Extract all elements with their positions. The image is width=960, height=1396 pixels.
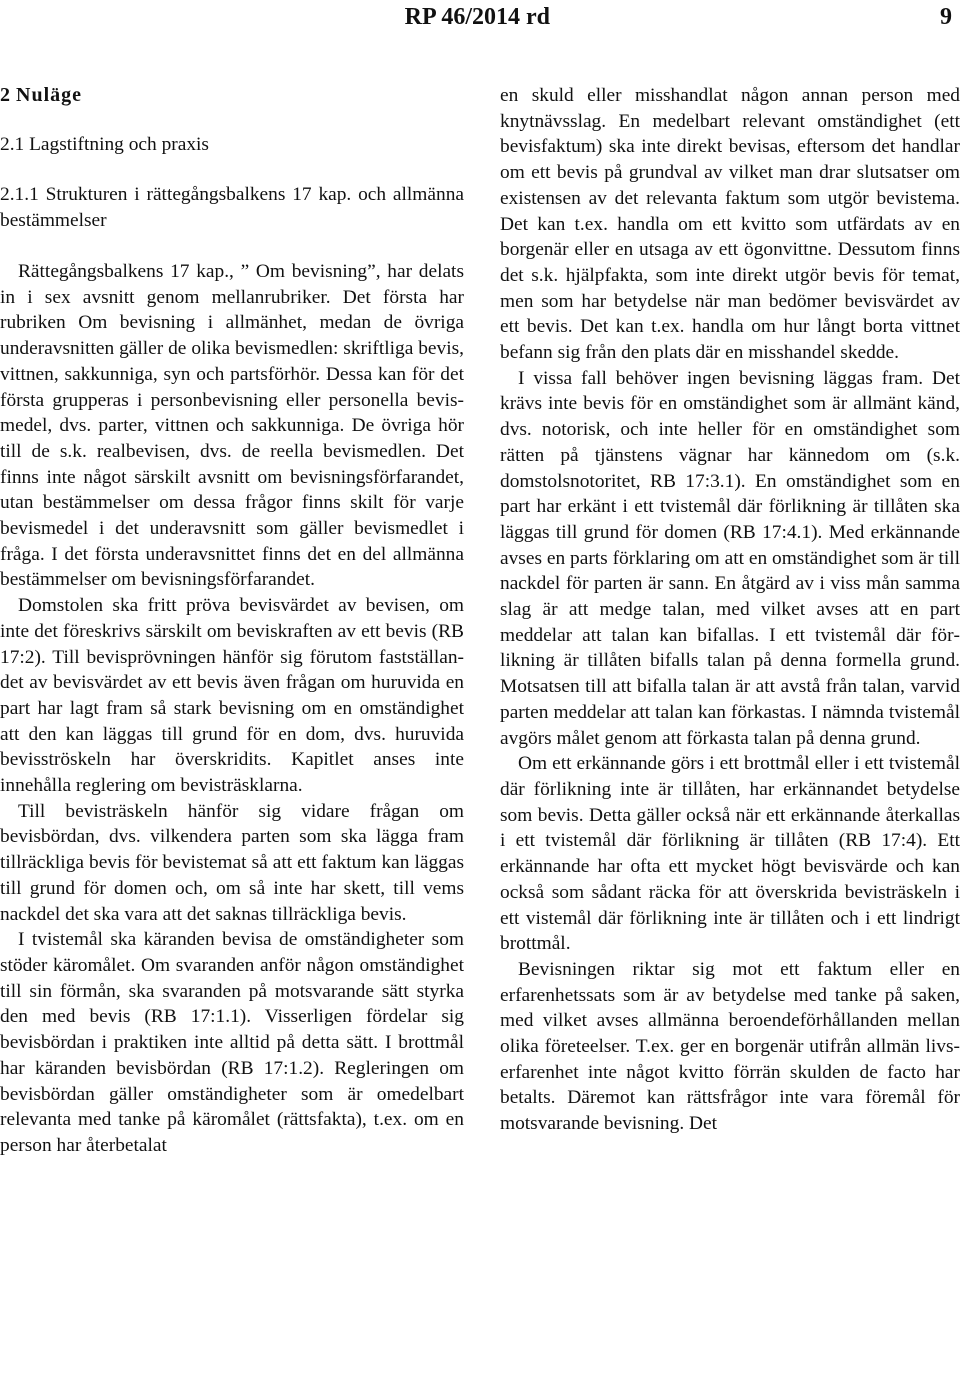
document-reference: RP 46/2014 rd	[404, 4, 550, 30]
paragraph: I vissa fall behöver ingen bevisning läggas fram. Det krävs inte bevis för en omständighet som är allmänt känd, dvs. notorisk, och inte heller för en omständighet som rätten på tjänstens vägnar har kännedom om (s.k. domstolsnotoritet, RB 17:3.1). En omständighet som en part har erkänt i ett tvistemål där förlikning är tillåten ska läggas till grund för domen (RB 17:4.1). Med erkännande avses en parts förklaring om att en omständighet som är till nackdel för parten är sann. En åtgärd av i viss mån samma slag är att medge talan, med vilket avses att en part meddelar att talan kan bifallas. I ett tvistemål där förlikning är tillåten bifalls talan på denna formella grund. Motsatsen till att bifalla talan är att avstå från talan, varvid parten meddelar att talan kan förkastas. I nämnda tvistemål avgörs målet genom att förkasta talan på denna grund.	[500, 367, 960, 749]
left-column	[0, 82, 464, 1159]
paragraph: en skuld eller misshandlat någon annan person med knytnävsslag. En medelbart relevant omständighet (ett bevisfaktum) ska inte direkt bevisas, eftersom det handlar om ett bevis på grundval av vilket man drar slutsatser om existensen av det relevanta faktum som utgör bevistema. Det kan t.ex. handla om ett kvitto som utfärdats av en borgenär eller en utsaga av ett ögonvittne. Dessutom finns det s.k. hjälpfakta, som inte direkt utgör bevis för temat, men som har betydelse när man bedömer bevisvärdet av ett bevis. Det kan t.ex. handla om hur långt borta vittnet befann sig från den plats där en misshandel skedde.	[500, 85, 960, 364]
page-header	[0, 2, 960, 32]
right-column	[500, 83, 960, 1137]
paragraph: Rättegångsbalkens 17 kap., ” Om bevisning”, har delats in i sex avsnitt genom mellanrubriker. Det första har rubriken Om bevisning i allmänhet, medan de övriga underavsnitten gäller de olika bevismedlen: skriftliga bevis, vittnen, sakkunniga, syn och partsförhör. Dessa kan för det första grupperas i personbevisning eller personella bevismedel, dvs. parter, vittnen och sakkunniga. De övriga hör till de s.k. realbevisen, dvs. de reella bevismedlen. Det finns inte något särskilt avsnitt om bevisningsförfarandet, utan bestämmelser om dessa frågor finns skilt för varje bevismedel i det underavsnitt som gäller bevismedlet i fråga. I det första underavsnittet finns det en del allmänna bestämmelser om bevisningsförfarandet.	[0, 261, 464, 591]
paragraph: Om ett erkännande görs i ett brottmål eller i ett tvistemål där förlikning inte är tillåten, har erkännandet betydelse som bevis. Detta gäller också när ett erkännande återkallas i ett tvistemål där förlikning är tillåten (RB 17:4). Ett erkännande har ofta ett mycket högt bevisvärde och kan också som sådant räcka för att överskrida bevisträskeln i ett vistemål där förlikning inte är tillåten och i ett lindrigt brottmål.	[500, 753, 960, 955]
page-number: 9	[940, 4, 952, 30]
subsubsection-heading: 2.1.1 Strukturen i rättegångsbalkens 17 kap. och allmänna bestämmelser	[0, 184, 464, 231]
section-number: 2	[0, 84, 10, 106]
section-title: Nuläge	[16, 84, 82, 106]
subsection-heading: 2.1 Lagstiftning och praxis	[0, 134, 209, 155]
paragraph: Bevisningen riktar sig mot ett faktum eller en erfarenhetssats som är av betydelse med tanke på saken, med vilket avses allmänna beroendeförhållanden mellan olika företeelser. T.ex. ger en borgenär utifrån allmän livserfarenhet inte något kvitto förrän skulden de facto har betalts. Däremot kan rättsfrågor inte vara föremål för motsvarande bevisning. Det	[500, 958, 960, 1135]
paragraph: I tvistemål ska käranden bevisa de omständigheter som stöder käromålet. Om svaranden anför någon omständighet till sin förmån, ska svaranden på motsvarande sätt styrka den med bevis (RB 17:1.1). Visserligen fördelar sig bevisbördan i praktiken inte alltid på detta sätt. I brottmål har käranden bevisbördan (RB 17:1.2). Regleringen om bevisbördan gäller omständigheter som är omedelbart relevanta med tanke på käromålet (rättsfakta), t.ex. om en person har återbetalat	[0, 929, 464, 1156]
spacer	[0, 234, 464, 259]
paragraph: Domstolen ska fritt pröva bevisvärdet av bevisen, om inte det föreskrivs särskilt om beviskraften av ett bevis (RB 17:2). Till bevisprövningen hänför sig förutom fastställandet av bevisvärdet av ett bevis även frågan om huruvida en part har lagt fram så stark bevisning om en omständighet att den kan läggas till grund för en dom, dvs. huruvida bevisströskeln har överskridits. Kapitlet anses inte innehålla reglering om bevisträsklarna.	[0, 595, 464, 797]
paragraph: Till bevisträskeln hänför sig vidare frågan om bevisbördan, dvs. vilkendera parten som ska lägga fram tillräckliga bevis för bevistemat så att ett faktum kan läggas till grund för domen och, om så inte har skett, till vems nackdel det ska vara att det saknas tillräckliga bevis.	[0, 800, 464, 925]
section-heading	[0, 82, 464, 108]
